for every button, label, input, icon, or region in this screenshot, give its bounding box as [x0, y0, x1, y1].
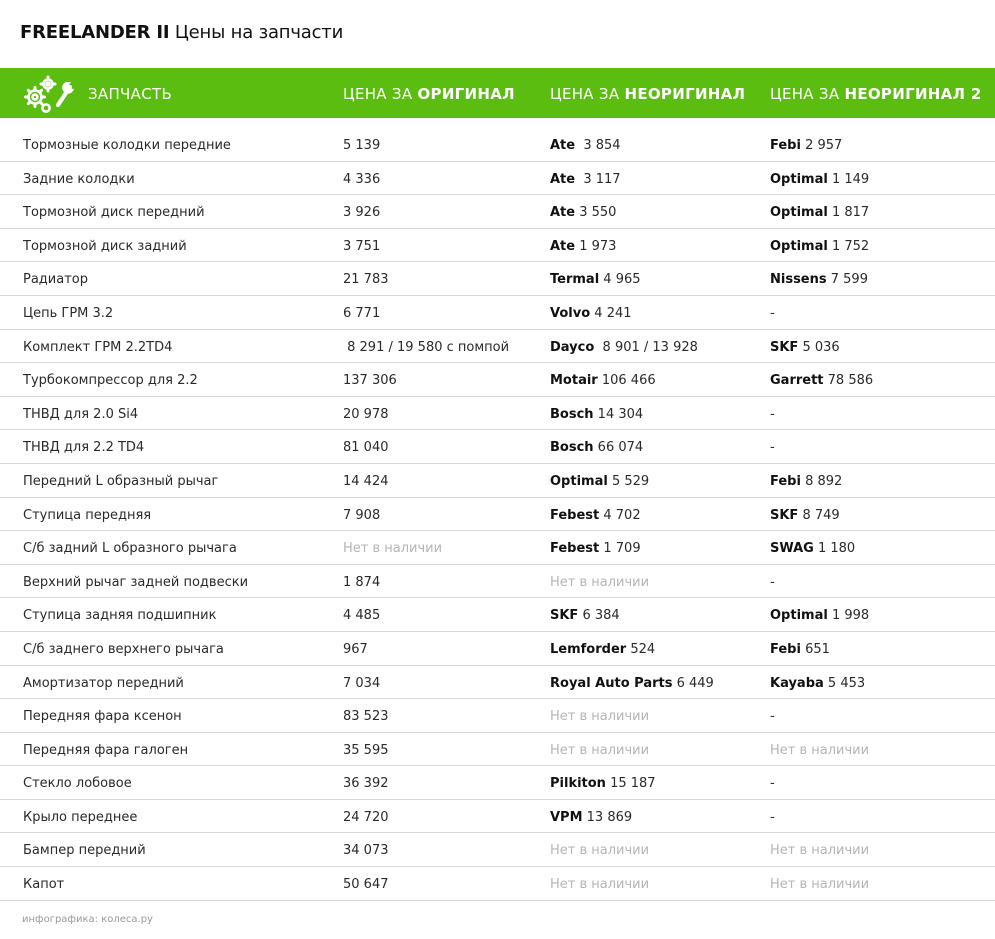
nonoriginal-2-price: 5 453: [823, 675, 866, 691]
original-price: 137 306: [343, 373, 397, 389]
nonoriginal-price: 3 854: [575, 138, 621, 153]
nonoriginal-2-price: Нет в наличии: [770, 877, 870, 893]
nonoriginal-2-brand: Nissens: [770, 272, 827, 288]
nonoriginal-2-brand: Optimal: [770, 205, 828, 221]
nonoriginal-2-price: 1 817: [827, 205, 870, 221]
table-row: [0, 833, 995, 867]
nonoriginal-price-cell: [550, 800, 632, 833]
nonoriginal-price-cell: [550, 565, 649, 598]
part-name: С/б заднего верхнего рычага: [23, 641, 224, 657]
nonoriginal-price-cell: [550, 498, 641, 531]
original-price: 6 771: [343, 305, 381, 321]
nonoriginal-2-price-cell: [770, 330, 840, 363]
nonoriginal-price-cell: [550, 430, 643, 463]
nonoriginal-2-price-cell: [770, 195, 869, 228]
nonoriginal-2-price-cell: [770, 464, 842, 497]
nonoriginal-price: Нет в наличии: [550, 709, 650, 725]
table-row: [0, 632, 995, 666]
table-row: [0, 262, 995, 296]
nonoriginal-2-brand: Febi: [770, 138, 801, 153]
nonoriginal-price: 1 973: [575, 238, 617, 254]
nonoriginal-2-price: 1 180: [813, 541, 856, 557]
nonoriginal-2-brand: SKF: [770, 339, 799, 355]
part-name: Тормозные колодки передние: [23, 138, 231, 153]
nonoriginal-2-price: Нет в наличии: [770, 742, 870, 758]
nonoriginal-price-cell: [550, 128, 621, 161]
nonoriginal-brand: Lemforder: [550, 641, 627, 657]
nonoriginal-price: 5 529: [607, 473, 650, 489]
nonoriginal-price-cell: [550, 531, 641, 564]
nonoriginal-2-price-cell: [770, 363, 873, 396]
nonoriginal-2-price: 5 036: [798, 339, 840, 355]
nonoriginal-brand: Motair: [550, 373, 598, 389]
original-price: 1 874: [343, 574, 381, 590]
part-name: Радиатор: [23, 272, 88, 288]
price-table: [0, 128, 995, 901]
original-price: 20 978: [343, 406, 389, 422]
nonoriginal-2-price: 8 749: [798, 507, 840, 523]
nonoriginal-2-price-cell: [770, 162, 869, 195]
part-name: Турбокомпрессор для 2.2: [23, 373, 198, 389]
original-price: 4 485: [343, 608, 381, 624]
nonoriginal-2-brand: SKF: [770, 507, 799, 523]
nonoriginal-2-price-cell: [770, 800, 775, 833]
nonoriginal-2-price: 1 149: [827, 171, 870, 187]
nonoriginal-brand: Ate: [550, 205, 576, 221]
nonoriginal-2-price: -: [770, 809, 775, 825]
original-price: 50 647: [343, 877, 389, 893]
nonoriginal-brand: Dayco: [550, 339, 595, 355]
nonoriginal-2-price-cell: [770, 262, 868, 295]
nonoriginal-2-price: 7 599: [826, 272, 868, 288]
nonoriginal-brand: Volvo: [550, 305, 591, 321]
nonoriginal-brand: Pilkiton: [550, 776, 606, 792]
nonoriginal-2-price: -: [770, 440, 775, 456]
nonoriginal-2-price: 1 998: [827, 608, 870, 624]
nonoriginal-price-cell: [550, 262, 641, 295]
nonoriginal-2-price: -: [770, 574, 775, 590]
original-price: 35 595: [343, 742, 389, 758]
original-price: 83 523: [343, 709, 389, 725]
table-row: [0, 330, 995, 364]
nonoriginal-2-price-cell: [770, 867, 869, 900]
table-row: [0, 531, 995, 565]
nonoriginal-2-price: 8 892: [800, 473, 843, 489]
nonoriginal-2-price-cell: [770, 598, 869, 631]
gears-wrench-icon: [22, 73, 78, 115]
nonoriginal-2-price-cell: [770, 296, 775, 329]
nonoriginal-price: 524: [626, 641, 656, 657]
nonoriginal-brand: Ate: [550, 238, 576, 254]
nonoriginal-2-brand: Febi: [770, 641, 801, 657]
nonoriginal-2-brand: Garrett: [770, 373, 824, 389]
original-price: 8 291 / 19 580 с помпой: [343, 339, 510, 355]
nonoriginal-2-price-cell: [770, 766, 775, 799]
original-price: 5 139: [343, 138, 381, 153]
nonoriginal-2-price-cell: [770, 733, 869, 766]
nonoriginal-price-cell: [550, 162, 621, 195]
nonoriginal-price: 6 384: [578, 608, 620, 624]
nonoriginal-2-price-cell: [770, 565, 775, 598]
part-name: Цепь ГРМ 3.2: [23, 305, 114, 321]
nonoriginal-brand: Ate: [550, 171, 576, 187]
nonoriginal-price: 4 702: [599, 507, 641, 523]
original-price: 3 751: [343, 238, 381, 254]
nonoriginal-2-price: 1 752: [827, 238, 870, 254]
part-name: Ступица задняя подшипник: [23, 608, 217, 624]
nonoriginal-2-price-cell: [770, 430, 775, 463]
nonoriginal-price-cell: [550, 666, 714, 699]
nonoriginal-2-price-cell: [770, 397, 775, 430]
header-original-bold: ОРИГИНАЛ: [417, 85, 515, 103]
nonoriginal-2-price-cell: [770, 498, 840, 531]
nonoriginal-2-price-cell: [770, 666, 865, 699]
part-name: Передняя фара галоген: [23, 742, 189, 758]
part-name: Крыло переднее: [23, 809, 138, 825]
nonoriginal-price-cell: [550, 397, 643, 430]
original-price: 7 908: [343, 507, 381, 523]
nonoriginal-price-cell: [550, 195, 616, 228]
nonoriginal-price: Нет в наличии: [550, 574, 650, 590]
table-row: [0, 699, 995, 733]
nonoriginal-brand: Bosch: [550, 406, 594, 422]
header-nonoriginal-bold: НЕОРИГИНАЛ: [624, 85, 746, 103]
part-name: Передний L образный рычаг: [23, 473, 219, 489]
table-row: [0, 195, 995, 229]
part-name: Верхний рычаг задней подвески: [23, 574, 249, 590]
header-part: ЗАПЧАСТЬ: [88, 85, 173, 103]
table-row: [0, 598, 995, 632]
nonoriginal-2-price: -: [770, 709, 775, 725]
table-row: [0, 296, 995, 330]
part-name: Стекло лобовое: [23, 776, 132, 792]
nonoriginal-brand: Bosch: [550, 440, 594, 456]
nonoriginal-2-brand: Kayaba: [770, 675, 824, 691]
nonoriginal-2-price-cell: [770, 833, 869, 866]
original-price: 81 040: [343, 440, 389, 456]
header-original-prefix: ЦЕНА ЗА: [343, 85, 418, 103]
part-name: Задние колодки: [23, 171, 135, 187]
nonoriginal-2-price-cell: [770, 229, 869, 262]
original-price: 4 336: [343, 171, 381, 187]
original-price: 3 926: [343, 205, 381, 221]
nonoriginal-2-price: -: [770, 406, 775, 422]
original-price: 24 720: [343, 809, 389, 825]
nonoriginal-brand: Febest: [550, 541, 600, 557]
table-row: [0, 128, 995, 162]
nonoriginal-brand: SKF: [550, 608, 579, 624]
table-row: [0, 800, 995, 834]
nonoriginal-2-price: Нет в наличии: [770, 843, 870, 859]
page-title: [20, 22, 343, 43]
table-row: [0, 666, 995, 700]
original-price: 36 392: [343, 776, 389, 792]
nonoriginal-price-cell: [550, 229, 616, 262]
nonoriginal-price: Нет в наличии: [550, 843, 650, 859]
nonoriginal-price-cell: [550, 699, 649, 732]
table-row: [0, 498, 995, 532]
part-name: Тормозной диск передний: [23, 205, 205, 221]
nonoriginal-price: 4 241: [590, 305, 632, 321]
nonoriginal-price: Нет в наличии: [550, 742, 650, 758]
page-title-bold: FREELANDER II: [20, 22, 170, 43]
original-price: 34 073: [343, 843, 389, 859]
nonoriginal-2-brand: Febi: [770, 473, 801, 489]
nonoriginal-price: 13 869: [582, 809, 633, 825]
original-price: 967: [343, 641, 368, 657]
nonoriginal-2-price: 2 957: [800, 138, 843, 153]
part-name: Капот: [23, 877, 65, 893]
nonoriginal-price-cell: [550, 598, 620, 631]
part-name: ТНВД для 2.0 Si4: [23, 406, 139, 422]
header-nonoriginal-prefix: ЦЕНА ЗА: [550, 85, 625, 103]
part-name: Бампер передний: [23, 843, 146, 859]
table-row: [0, 867, 995, 901]
table-row: [0, 733, 995, 767]
header-nonoriginal: [550, 68, 745, 118]
header-nonoriginal-2-prefix: ЦЕНА ЗА: [770, 85, 845, 103]
nonoriginal-2-price: 651: [800, 641, 830, 657]
nonoriginal-price: 14 304: [593, 406, 644, 422]
original-price: 14 424: [343, 473, 389, 489]
nonoriginal-price: 6 449: [672, 675, 714, 691]
page-title-rest: Цены на запчасти: [169, 22, 344, 43]
original-price: 7 034: [343, 675, 381, 691]
part-name: Ступица передняя: [23, 507, 152, 523]
part-name: Комплект ГРМ 2.2TD4: [23, 339, 173, 355]
nonoriginal-2-brand: Optimal: [770, 171, 828, 187]
table-row: [0, 565, 995, 599]
nonoriginal-brand: Ate: [550, 138, 576, 153]
nonoriginal-2-price: -: [770, 776, 775, 792]
header-nonoriginal-2: [770, 68, 982, 118]
nonoriginal-price-cell: [550, 833, 649, 866]
nonoriginal-price-cell: [550, 867, 649, 900]
nonoriginal-price: 15 187: [605, 776, 656, 792]
nonoriginal-brand: VPM: [550, 809, 583, 825]
nonoriginal-price: 8 901 / 13 928: [594, 339, 698, 355]
nonoriginal-price: 3 550: [575, 205, 617, 221]
nonoriginal-brand: Termal: [550, 272, 600, 288]
original-price: Нет в наличии: [343, 541, 443, 557]
part-name: ТНВД для 2.2 TD4: [23, 440, 145, 456]
table-row: [0, 229, 995, 263]
nonoriginal-price-cell: [550, 464, 649, 497]
header-original: [343, 68, 515, 118]
nonoriginal-brand: Febest: [550, 507, 600, 523]
nonoriginal-price: Нет в наличии: [550, 877, 650, 893]
nonoriginal-price-cell: [550, 296, 632, 329]
nonoriginal-price: 4 965: [599, 272, 641, 288]
table-row: [0, 363, 995, 397]
part-name: Амортизатор передний: [23, 675, 184, 691]
nonoriginal-2-brand: Optimal: [770, 238, 828, 254]
nonoriginal-price-cell: [550, 733, 649, 766]
original-price: 21 783: [343, 272, 389, 288]
table-row: [0, 766, 995, 800]
footer-credit: инфографика: колеса.ру: [22, 914, 153, 925]
table-header: [0, 68, 995, 118]
part-name: Тормозной диск задний: [23, 238, 187, 254]
nonoriginal-price: 66 074: [593, 440, 644, 456]
nonoriginal-price-cell: [550, 363, 656, 396]
nonoriginal-price: 3 117: [575, 171, 621, 187]
header-nonoriginal-2-bold: НЕОРИГИНАЛ 2: [844, 85, 982, 103]
nonoriginal-price-cell: [550, 632, 655, 665]
table-row: [0, 162, 995, 196]
nonoriginal-price-cell: [550, 330, 698, 363]
nonoriginal-price: 1 709: [599, 541, 641, 557]
nonoriginal-2-price-cell: [770, 699, 775, 732]
nonoriginal-price-cell: [550, 766, 656, 799]
nonoriginal-2-brand: SWAG: [770, 541, 814, 557]
nonoriginal-price: 106 466: [597, 373, 656, 389]
nonoriginal-2-price-cell: [770, 531, 855, 564]
nonoriginal-2-price-cell: [770, 632, 830, 665]
table-row: [0, 464, 995, 498]
nonoriginal-brand: Royal Auto Parts: [550, 675, 673, 691]
nonoriginal-2-price: -: [770, 305, 775, 321]
nonoriginal-2-price-cell: [770, 128, 842, 161]
part-name: Передняя фара ксенон: [23, 709, 182, 725]
nonoriginal-brand: Optimal: [550, 473, 608, 489]
nonoriginal-2-brand: Optimal: [770, 608, 828, 624]
nonoriginal-2-price: 78 586: [823, 373, 874, 389]
table-row: [0, 397, 995, 431]
table-row: [0, 430, 995, 464]
part-name: С/б задний L образного рычага: [23, 541, 237, 557]
